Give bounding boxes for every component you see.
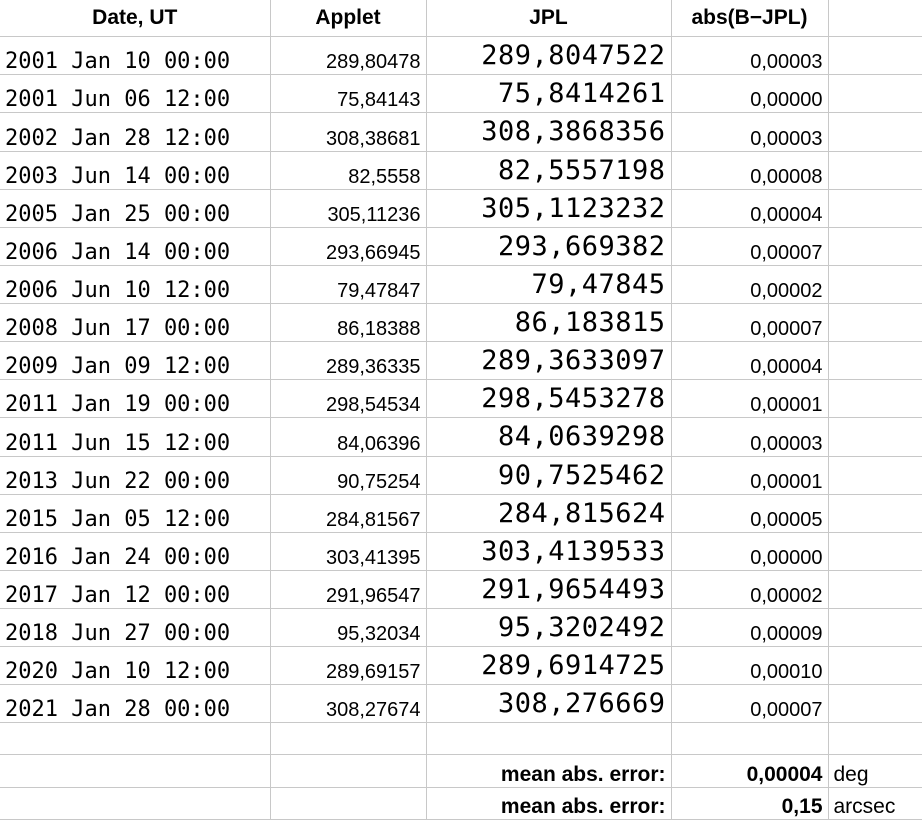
date-cell[interactable]: 2013 Jun 22 00:00	[0, 456, 270, 494]
empty-cell[interactable]	[828, 570, 922, 608]
jpl-cell[interactable]: 289,3633097	[426, 342, 671, 380]
date-cell[interactable]: 2018 Jun 27 00:00	[0, 609, 270, 647]
jpl-cell[interactable]: 308,276669	[426, 685, 671, 723]
summary-row	[0, 755, 922, 787]
table-row	[0, 151, 922, 189]
empty-cell[interactable]	[828, 532, 922, 570]
diff-cell[interactable]: 0,00007	[671, 685, 828, 723]
date-cell[interactable]: 2003 Jun 14 00:00	[0, 151, 270, 189]
applet-cell[interactable]: 95,32034	[270, 609, 426, 647]
applet-cell[interactable]: 289,80478	[270, 37, 426, 75]
empty-cell[interactable]	[828, 647, 922, 685]
diff-cell[interactable]: 0,00003	[671, 418, 828, 456]
empty-cell[interactable]	[828, 685, 922, 723]
table-row	[0, 37, 922, 75]
date-cell[interactable]: 2009 Jan 09 12:00	[0, 342, 270, 380]
applet-cell[interactable]: 82,5558	[270, 151, 426, 189]
jpl-cell[interactable]: 289,6914725	[426, 647, 671, 685]
date-cell[interactable]: 2016 Jan 24 00:00	[0, 532, 270, 570]
applet-cell[interactable]: 303,41395	[270, 532, 426, 570]
empty-cell[interactable]	[828, 75, 922, 113]
empty-cell[interactable]	[671, 723, 828, 755]
summary-value[interactable]: 0,15	[671, 787, 828, 819]
empty-cell[interactable]	[828, 494, 922, 532]
applet-cell[interactable]: 75,84143	[270, 75, 426, 113]
empty-cell[interactable]	[426, 723, 671, 755]
empty-cell[interactable]	[0, 723, 270, 755]
jpl-cell[interactable]: 293,669382	[426, 227, 671, 265]
date-cell[interactable]: 2005 Jan 25 00:00	[0, 189, 270, 227]
table-row	[0, 113, 922, 151]
table-row	[0, 304, 922, 342]
table-row	[0, 75, 922, 113]
diff-cell[interactable]: 0,00005	[671, 494, 828, 532]
empty-cell[interactable]	[828, 189, 922, 227]
jpl-cell[interactable]: 284,815624	[426, 494, 671, 532]
applet-cell[interactable]: 291,96547	[270, 570, 426, 608]
jpl-cell[interactable]: 79,47845	[426, 265, 671, 303]
diff-cell[interactable]: 0,00003	[671, 37, 828, 75]
applet-cell[interactable]: 305,11236	[270, 189, 426, 227]
jpl-cell[interactable]: 84,0639298	[426, 418, 671, 456]
applet-cell[interactable]: 298,54534	[270, 380, 426, 418]
date-cell[interactable]: 2020 Jan 10 12:00	[0, 647, 270, 685]
diff-cell[interactable]: 0,00000	[671, 532, 828, 570]
header-diff[interactable]: abs(B−JPL)	[671, 0, 828, 37]
table-row	[0, 342, 922, 380]
jpl-cell[interactable]: 291,9654493	[426, 570, 671, 608]
empty-cell[interactable]	[0, 755, 270, 787]
empty-cell[interactable]	[828, 342, 922, 380]
diff-cell[interactable]: 0,00001	[671, 456, 828, 494]
jpl-cell[interactable]: 95,3202492	[426, 609, 671, 647]
empty-cell[interactable]	[828, 380, 922, 418]
table-row	[0, 456, 922, 494]
empty-cell[interactable]	[828, 418, 922, 456]
diff-cell[interactable]: 0,00004	[671, 342, 828, 380]
empty-cell[interactable]	[270, 787, 426, 819]
diff-cell[interactable]: 0,00003	[671, 113, 828, 151]
empty-cell[interactable]	[828, 227, 922, 265]
table-row	[0, 227, 922, 265]
jpl-cell[interactable]: 303,4139533	[426, 532, 671, 570]
empty-cell[interactable]	[828, 304, 922, 342]
date-cell[interactable]: 2001 Jun 06 12:00	[0, 75, 270, 113]
diff-cell[interactable]: 0,00004	[671, 189, 828, 227]
table-row	[0, 189, 922, 227]
date-cell[interactable]: 2015 Jan 05 12:00	[0, 494, 270, 532]
date-cell[interactable]: 2021 Jan 28 00:00	[0, 685, 270, 723]
empty-cell[interactable]	[828, 723, 922, 755]
summary-value[interactable]: 0,00004	[671, 755, 828, 787]
header-applet[interactable]: Applet	[270, 0, 426, 37]
applet-cell[interactable]: 79,47847	[270, 265, 426, 303]
jpl-cell[interactable]: 305,1123232	[426, 189, 671, 227]
diff-cell[interactable]: 0,00009	[671, 609, 828, 647]
date-cell[interactable]: 2001 Jan 10 00:00	[0, 37, 270, 75]
applet-cell[interactable]: 308,27674	[270, 685, 426, 723]
table-row	[0, 570, 922, 608]
header-date[interactable]: Date, UT	[0, 0, 270, 37]
diff-cell[interactable]: 0,00001	[671, 380, 828, 418]
jpl-cell[interactable]: 90,7525462	[426, 456, 671, 494]
date-cell[interactable]: 2008 Jun 17 00:00	[0, 304, 270, 342]
empty-cell[interactable]	[270, 723, 426, 755]
empty-cell[interactable]	[270, 755, 426, 787]
empty-cell[interactable]	[828, 265, 922, 303]
empty-cell[interactable]	[828, 151, 922, 189]
table-row	[0, 609, 922, 647]
blank-row	[0, 723, 922, 755]
date-cell[interactable]: 2006 Jun 10 12:00	[0, 265, 270, 303]
table-row	[0, 265, 922, 303]
diff-cell[interactable]: 0,00008	[671, 151, 828, 189]
summary-unit[interactable]: deg	[828, 755, 922, 787]
diff-cell[interactable]: 0,00007	[671, 227, 828, 265]
applet-cell[interactable]: 289,36335	[270, 342, 426, 380]
diff-cell[interactable]: 0,00002	[671, 570, 828, 608]
empty-cell[interactable]	[828, 113, 922, 151]
summary-unit[interactable]: arcsec	[828, 787, 922, 819]
applet-cell[interactable]: 84,06396	[270, 418, 426, 456]
applet-cell[interactable]: 308,38681	[270, 113, 426, 151]
summary-row	[0, 787, 922, 819]
applet-cell[interactable]: 289,69157	[270, 647, 426, 685]
table-row	[0, 685, 922, 723]
diff-cell[interactable]: 0,00000	[671, 75, 828, 113]
date-cell[interactable]: 2017 Jan 12 00:00	[0, 570, 270, 608]
empty-cell[interactable]	[828, 609, 922, 647]
table-row	[0, 532, 922, 570]
diff-cell[interactable]: 0,00010	[671, 647, 828, 685]
diff-cell[interactable]: 0,00002	[671, 265, 828, 303]
empty-cell[interactable]	[828, 0, 922, 37]
empty-cell[interactable]	[0, 787, 270, 819]
summary-label[interactable]: mean abs. error:	[426, 755, 671, 787]
date-cell[interactable]: 2011 Jun 15 12:00	[0, 418, 270, 456]
table-row	[0, 647, 922, 685]
empty-cell[interactable]	[828, 456, 922, 494]
applet-cell[interactable]: 90,75254	[270, 456, 426, 494]
jpl-cell[interactable]: 289,8047522	[426, 37, 671, 75]
applet-cell[interactable]: 293,66945	[270, 227, 426, 265]
table-row	[0, 418, 922, 456]
jpl-cell[interactable]: 82,5557198	[426, 151, 671, 189]
date-cell[interactable]: 2006 Jan 14 00:00	[0, 227, 270, 265]
diff-cell[interactable]: 0,00007	[671, 304, 828, 342]
jpl-cell[interactable]: 86,183815	[426, 304, 671, 342]
header-row	[0, 0, 922, 37]
header-jpl[interactable]: JPL	[426, 0, 671, 37]
date-cell[interactable]: 2011 Jan 19 00:00	[0, 380, 270, 418]
date-cell[interactable]: 2002 Jan 28 12:00	[0, 113, 270, 151]
empty-cell[interactable]	[828, 37, 922, 75]
jpl-cell[interactable]: 308,3868356	[426, 113, 671, 151]
table-row	[0, 380, 922, 418]
table-row	[0, 494, 922, 532]
jpl-cell[interactable]: 75,8414261	[426, 75, 671, 113]
jpl-cell[interactable]: 298,5453278	[426, 380, 671, 418]
applet-cell[interactable]: 86,18388	[270, 304, 426, 342]
summary-label[interactable]: mean abs. error:	[426, 787, 671, 819]
applet-cell[interactable]: 284,81567	[270, 494, 426, 532]
